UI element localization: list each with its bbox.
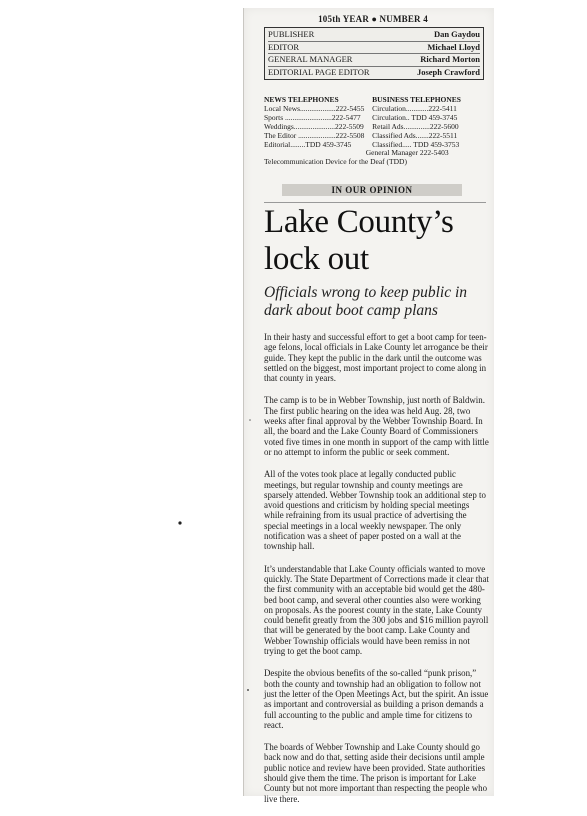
phone-line: Circulation............222-5411 xyxy=(372,103,457,113)
staff-name: Richard Morton xyxy=(420,54,480,64)
staff-box xyxy=(264,27,484,80)
business-telephones-header: BUSINESS TELEPHONES xyxy=(372,95,461,104)
staff-name: Michael Lloyd xyxy=(427,41,480,52)
headline: Lake County’s lock out xyxy=(264,204,454,277)
phone-line: Local News...................222-5455 xyxy=(264,103,365,113)
staff-name: Dan Gaydou xyxy=(433,29,480,39)
speck xyxy=(178,521,181,524)
phone-line: Editorial........TDD 459-3745 xyxy=(264,139,352,149)
tdd-note: Telecommunication Device for the Deaf (TDD) xyxy=(264,157,407,167)
phone-line: The Editor ....................222-5508 xyxy=(264,130,365,140)
general-manager-phone: General Manager 222-5403 xyxy=(365,148,449,158)
edition-line: 105th YEAR ● NUMBER 4 xyxy=(318,14,428,24)
divider xyxy=(264,202,486,203)
staff-role: PUBLISHER xyxy=(268,29,315,39)
business-telephones xyxy=(372,96,476,149)
staff-row-editor xyxy=(268,42,480,55)
paragraph: The boards of Webber Township and Lake County should go back now and do that, setting aside their decisions until ample public notice and review have been provided. State authorities should give them the time. The prison is important for Lake County but not more important than respecting the people who live there. xyxy=(264,742,488,804)
staff-row-editorial-page-editor xyxy=(268,67,480,79)
phone-line: Classified Ads.......222-5511 xyxy=(372,130,458,140)
staff-role: GENERAL MANAGER xyxy=(268,54,353,64)
section-banner: IN OUR OPINION xyxy=(282,184,462,196)
paragraph: All of the votes took place at legally conducted public meetings, but regular township and county meetings are sparsely attended. Webber Township took an additional step to avoid questions and criticism by holding special meetings while refraining from its usual practice of advertising the special meetings in a local weekly newspaper. The only notification was a sheet of paper posted on a wall at the township hall. xyxy=(264,469,486,552)
news-telephones xyxy=(264,96,368,149)
paragraph: In their hasty and successful effort to get a boot camp for teen-age felons, local officials in Lake County let arrogance be their guide. They kept the public in the dark until the outcome was settled on the biggest, most important project to come along in that county in years. xyxy=(264,332,488,384)
paragraph: It’s understandable that Lake County officials wanted to move quickly. The State Department of Corrections made it clear that the first community with an acceptable bid would get the 480-bed boot camp, and several other counties also were working on proposals. As the poorest county in the state, Lake County could benefit greatly from the 300 jobs and $16 million payroll that will be generated by the boot camp. Lake County and Webber Township officials would have been remiss in not trying to get the boot camp. xyxy=(264,563,490,657)
paragraph: The camp is to be in Webber Township, just north of Baldwin. The first public hearing on the idea was held Aug. 28, two weeks after final approval by the Webber Township Board. In all, the board and the Lake County Board of Commissioners voted five times in one month in support of the camp with little or no attempt to inform the public or seek comment. xyxy=(264,395,489,457)
editorial-body xyxy=(264,332,490,816)
phone-line: Classified..... TDD 459-3753 xyxy=(372,139,460,149)
subheadline: Officials wrong to keep public in dark about boot camp plans xyxy=(264,284,468,319)
telephone-directory xyxy=(264,96,476,167)
staff-role: EDITOR xyxy=(268,41,300,52)
staff-name: Joseph Crawford xyxy=(416,66,480,77)
phone-line: Retail Ads..............222-5600 xyxy=(372,121,459,131)
news-telephones-header: NEWS TELEPHONES xyxy=(264,95,339,104)
phone-line: Circulation.. TDD 459-3745 xyxy=(372,112,458,122)
staff-role: EDITORIAL PAGE EDITOR xyxy=(268,66,370,77)
newspaper-clipping xyxy=(243,8,494,804)
phone-line: Sports .........................222-5477 xyxy=(264,112,361,122)
phone-line: Weddings......................222-5509 xyxy=(264,121,364,131)
staff-row-publisher xyxy=(268,29,480,42)
paragraph: Despite the obvious benefits of the so-called “punk prison,” both the county and township had an obligation to follow not just the letter of the Open Meetings Act, but the spirit. An issue as important and controversial as building a prison demands a full accounting to the public and ample time for citizens to react. xyxy=(264,668,489,730)
staff-row-general-manager xyxy=(268,54,480,67)
